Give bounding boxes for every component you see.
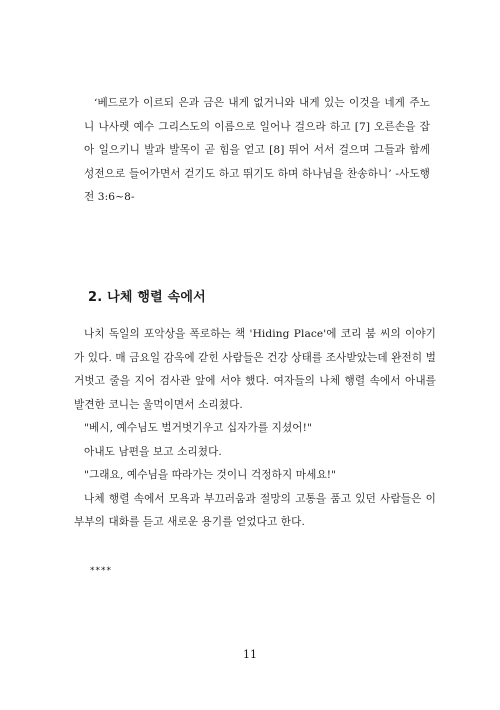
paragraph: 나체 행렬 속에서 모욕과 부끄러움과 절망의 고통을 품고 있던 사람들은 이 부부의 대화를 듣고 새로운 용기를 얻었다고 한다.	[74, 492, 436, 528]
section-body	[74, 323, 436, 535]
paragraph: 나치 독일의 포악상을 폭로하는 책 'Hiding Place'에 코리 붐 씨의 이야기가 있다. 매 금요일 감옥에 갇힌 사람들은 건강 상태를 조사받았는데 완전히 벌거벗고 줄을 지어 검사관 앞에 서야 했다. 여자들의 나체 행렬 속에서 아내를 발견한 코니는 울먹이면서 소리쳤다.	[74, 328, 436, 411]
scripture-quote	[84, 92, 430, 210]
page-number: 11	[243, 648, 257, 661]
quote-text: ‘베드로가 이르되 은과 금은 내게 없거니와 내게 있는 이것을 네게 주노니 나사렛 예수 그리스도의 이름으로 일어나 걸으라 하고 [7] 오른손을 잡아 일으키니 발과 발목이 곧 힘을 얻고 [8] 뛰어 서서 걸으며 그들과 함께 성전으로 들어가면서 걷기도 하고 뛰기도 하며 하나님을 찬송하니’ -사도행전 3:6~8-	[84, 97, 430, 203]
section-separator: ****	[90, 566, 112, 576]
section-heading: 2. 나체 행렬 속에서	[88, 290, 206, 305]
paragraph: 아내도 남편을 보고 소리쳤다.	[84, 445, 222, 458]
dialogue-line: "베시, 예수님도 벌거벗기우고 십자가를 지셨어!"	[84, 422, 312, 434]
dialogue-line: "그래요, 예수님을 따라가는 것이니 걱정하지 마세요!"	[84, 469, 337, 481]
